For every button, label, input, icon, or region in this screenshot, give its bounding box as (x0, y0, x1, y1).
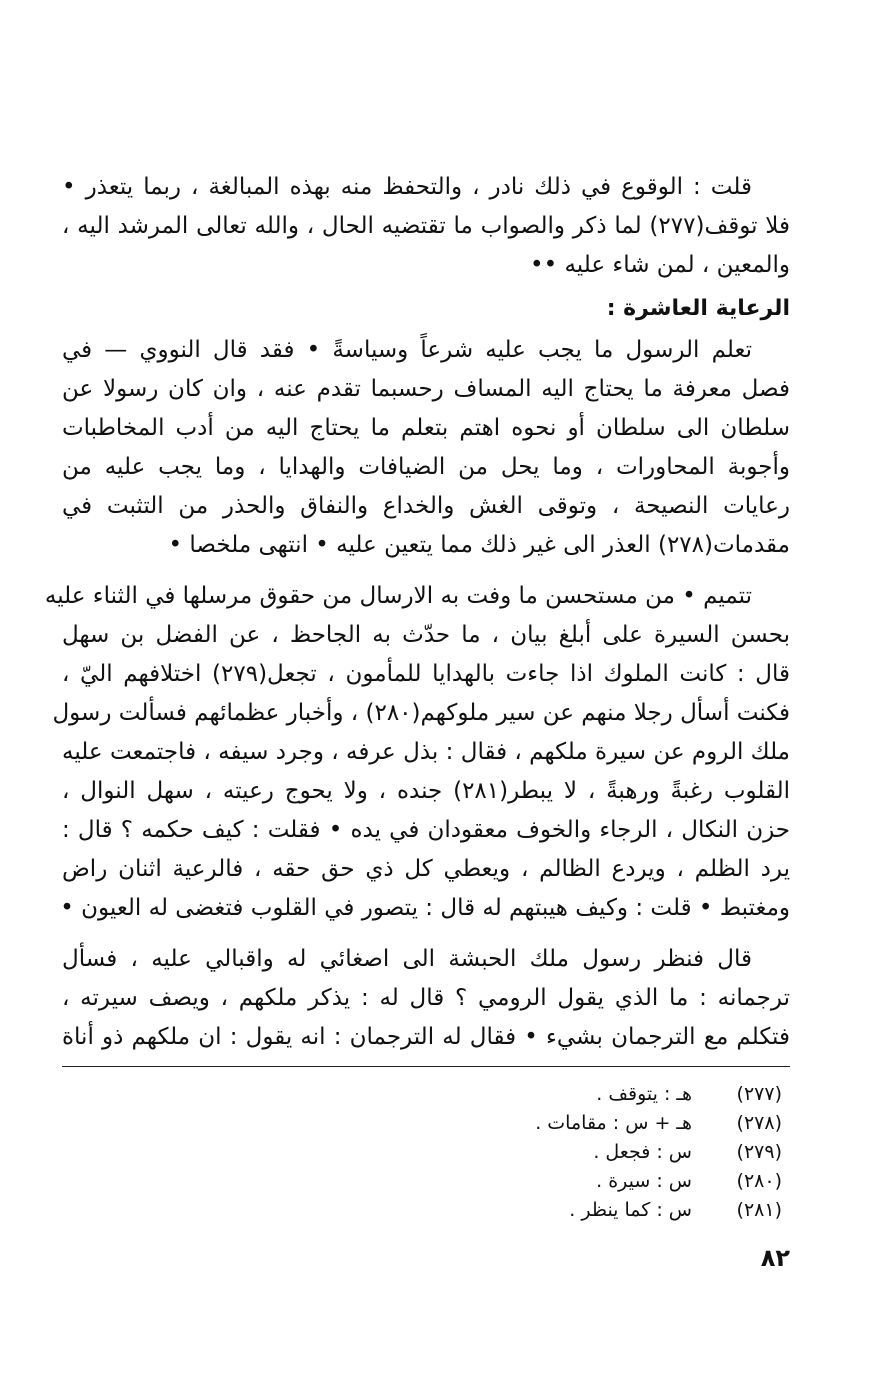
text-line: وأجوبة المحاورات ، وما يحل من الضيافات والهدايا ، وما يجب عليه من (62, 454, 790, 480)
footnote-number: (٢٧٧) (736, 1083, 782, 1105)
page-body (44, 168, 791, 1057)
paragraph-1 (62, 168, 790, 285)
footnote-number: (٢٨١) (736, 1199, 782, 1221)
paragraph-2 (62, 331, 790, 565)
text-line: مقدمات(٢٧٨) العذر الى غير ذلك مما يتعين عليه • انتهى ملخصا • (168, 532, 790, 558)
text-line: ترجمانه : ما الذي يقول الرومي ؟ قال له : يذكر ملكهم ، ويصف سيرته ، (62, 985, 790, 1011)
text-line: تتميم • من مستحسن ما وفت به الارسال من حقوق مرسلها في الثناء عليه (44, 583, 752, 609)
section-heading: الرعاية العاشرة : (606, 296, 790, 321)
footnote-divider (62, 1066, 790, 1067)
footnote (62, 1167, 790, 1196)
text-line: قال فنظر رسول ملك الحبشة الى اصغائي له واقبالي عليه ، فسأل (62, 946, 752, 972)
text-line: فلا توقف(٢٧٧) لما ذكر والصواب ما تقتضيه الحال ، والله تعالى المرشد اليه ، (62, 213, 790, 239)
footnote (62, 1080, 790, 1109)
page-number: ٨٢ (760, 1244, 790, 1272)
text-line: يرد الظلم ، ويردع الظالم ، ويعطي كل ذي حق حقه ، فالرعية اثنان راض (62, 856, 790, 882)
footnotes (62, 1080, 790, 1225)
text-line: قلت : الوقوع في ذلك نادر ، والتحفظ منه بهذه المبالغة ، ربما يتعذر • (62, 174, 752, 200)
text-line: رعايات النصيحة ، وتوقى الغش والخداع والنفاق والحذر من التثبت في (62, 493, 790, 519)
footnote-text: هـ + س : مقامات . (535, 1112, 692, 1134)
text-line: والمعين ، لمن شاء عليه •• (530, 252, 790, 278)
footnote (62, 1196, 790, 1225)
text-line: فكنت أسأل رجلا منهم عن سير ملوكهم(٢٨٠) ، وأخبار عظمائهم فسألت رسول (52, 700, 790, 726)
text-line: فتكلم مع الترجمان بشيء • فقال له الترجمان : انه يقول : ان ملكهم ذو أناة (62, 1024, 790, 1050)
text-line: سلطان الى سلطان أو نحوه اهتم بتعلم ما يحتاج اليه من أدب المخاطبات (62, 415, 790, 441)
text-line: قال : كانت الملوك اذا جاءت بالهدايا للمأمون ، تجعل(٢٧٩) اختلافهم اليّ ، (62, 661, 791, 687)
text-line: بحسن السيرة على أبلغ بيان ، ما حدّث به الجاحظ ، عن الفضل بن سهل (62, 622, 790, 648)
footnote-text: س : فجعل . (593, 1141, 692, 1163)
paragraph-spacer (62, 565, 790, 577)
footnote-number: (٢٧٨) (736, 1112, 782, 1134)
paragraph-4 (62, 940, 790, 1057)
text-line: القلوب رغبةً ورهبةً ، لا يبطر(٢٨١) جنده ، ولا يحوج رعيته ، سهل النوال ، (62, 778, 791, 804)
paragraph-spacer (62, 928, 790, 940)
text-line: ملك الروم عن سيرة ملكهم ، فقال : بذل عرفه ، وجرد سيفه ، فاجتمعت عليه (62, 739, 790, 765)
footnote-text: س : كما ينظر . (569, 1199, 692, 1221)
paragraph-3 (44, 577, 791, 928)
footnote-number: (٢٧٩) (736, 1141, 782, 1163)
text-line: تعلم الرسول ما يجب عليه شرعاً وسياسةً • فقد قال النووي — في (62, 337, 752, 363)
footnote (62, 1109, 790, 1138)
footnote (62, 1138, 790, 1167)
footnote-text: هـ : يتوقف . (596, 1083, 692, 1105)
text-line: حزن النكال ، الرجاء والخوف معقودان في يده • فقلت : كيف حكمه ؟ قال : (62, 817, 790, 843)
text-line: فصل معرفة ما يحتاج اليه المساف رحسبما تقدم عنه ، وان كان رسولا عن (62, 376, 790, 402)
footnote-number: (٢٨٠) (736, 1170, 782, 1192)
footnote-text: س : سيرة . (596, 1170, 692, 1192)
text-line: ومغتبط • قلت : وكيف هيبتهم له قال : يتصور في القلوب فتغضى له العيون • (60, 895, 790, 921)
